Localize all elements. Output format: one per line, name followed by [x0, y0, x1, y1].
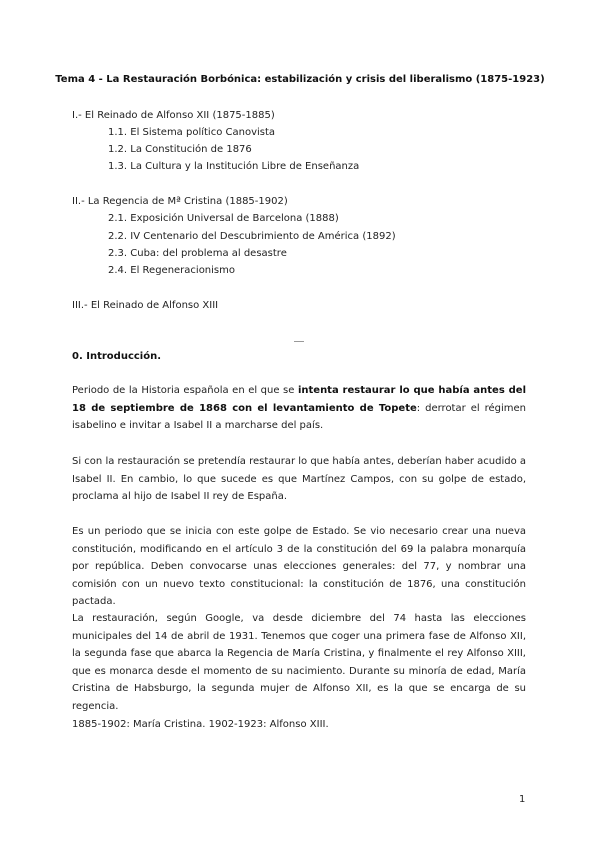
paragraph-1: [72, 382, 526, 435]
intro-heading: 0. Introducción.: [72, 351, 162, 362]
page-number: 1: [519, 794, 526, 805]
outline-section-1: I.- El Reinado de Alfonso XII (1875-1885): [72, 110, 275, 121]
outline-section-2: II.- La Regencia de Mª Cristina (1885-1902): [72, 196, 288, 207]
outline-item-2-1: 2.1. Exposición Universal de Barcelona (1888): [108, 213, 339, 224]
paragraph-1-bold-text: intenta restaurar lo que había antes del 18 de septiembre de 1868 con el levantamiento de Topete: [72, 385, 526, 414]
outline-section-3: III.- El Reinado de Alfonso XIII: [72, 300, 219, 311]
outline-item-1-3: 1.3. La Cultura y la Institución Libre de Enseñanza: [108, 161, 360, 172]
outline-item-2-2: 2.2. IV Centenario del Descubrimiento de América (1892): [108, 231, 396, 242]
outline-item-2-3: 2.3. Cuba: del problema al desastre: [108, 248, 287, 259]
paragraph-5: 1885-1902: María Cristina. 1902-1923: Alfonso XIII.: [72, 719, 329, 730]
paragraph-2: Si con la restauración se pretendía restaurar lo que había antes, deberían haber acudido a Isabel II. En cambio, lo que sucede es que Martínez Campos, con su golpe de estado, proclama al hijo de Isabel II rey de España.: [72, 456, 527, 503]
outline-item-2-4: 2.4. El Regeneracionismo: [108, 265, 235, 276]
document-title: Tema 4 - La Restauración Borbónica: estabilización y crisis del liberalismo (1875-1923): [55, 74, 545, 85]
section-divider: [294, 341, 304, 342]
outline-item-1-1: 1.1. El Sistema político Canovista: [108, 127, 276, 138]
paragraph-3: Es un periodo que se inicia con este golpe de Estado. Se vio necesario crear una nueva constitución, modificando en el artículo 3 de la constitución del 69 la palabra monarquía por república. Deben convocarse unas elecciones generales: del 77, y nombrar una comisión con un nuevo texto constitucional: la constitución de 1876, una constitución pactada.: [72, 526, 526, 608]
outline-item-1-2: 1.2. La Constitución de 1876: [108, 144, 252, 155]
paragraph-4: La restauración, según Google, va desde diciembre del 74 hasta las elecciones municipales del 14 de abril de 1931. Tenemos que coger una primera fase de Alfonso XII, la segunda fase que abarca la Regencia de María Cristina, y finalmente el rey Alfonso XIII, que es monarca desde el momento de su nacimiento. Durante su minoría de edad, María Cristina de Habsburgo, la segunda mujer de Alfonso XII, es la que se encarga de su regencia.: [72, 613, 526, 712]
paragraph-1-text-c: : derrotar el régimen isabelino e invitar a Isabel II a marcharse del país.: [72, 402, 526, 432]
paragraph-1-text-a: Periodo de la Historia española en el que se: [72, 385, 298, 396]
